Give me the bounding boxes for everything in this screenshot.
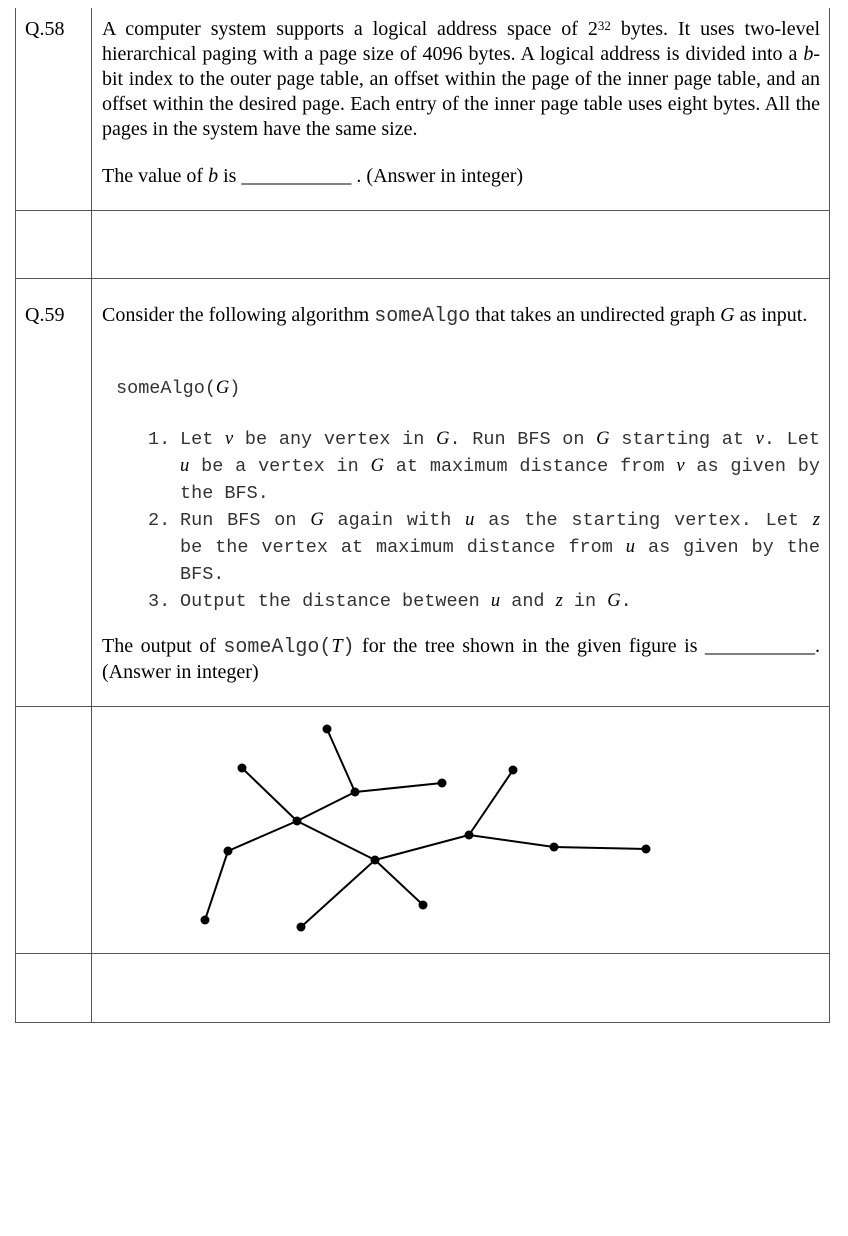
tree-edge [327, 729, 355, 792]
tree-edge [375, 860, 423, 905]
tree-vertex [509, 766, 518, 775]
tree-vertex [371, 856, 380, 865]
question-prompt: The output of someAlgo(T) for the tree shown in the given figure is ___________. (Answer in integer) [102, 635, 821, 683]
tree-edge [469, 835, 554, 847]
algorithm-signature: someAlgo(G) [116, 378, 241, 399]
algorithm-step: 2. Run BFS on G again with u as the starting vertex. Let z be the vertex at maximum distance from u as given by the BFS. [148, 510, 820, 585]
tree-vertex [297, 923, 306, 932]
tree-edge [205, 851, 228, 920]
tree-edge [242, 768, 297, 821]
tree-vertex [238, 764, 247, 773]
tree-edge [375, 835, 469, 860]
tree-vertex [550, 843, 559, 852]
tree-edge [469, 770, 513, 835]
tree-vertex [224, 847, 233, 856]
tree-edge [297, 821, 375, 860]
algorithm-step: 1. Let v be any vertex in G. Run BFS on G starting at v. Let u be a vertex in G at maximum distance from v as given by the BFS. [148, 429, 820, 504]
tree-vertex [293, 817, 302, 826]
tree-edge [301, 860, 375, 927]
tree-vertex [438, 779, 447, 788]
tree-edge [228, 821, 297, 851]
question-stem: A computer system supports a logical address space of $2^{32}$ bytes. It uses two-level hierarchical paging with a page size of 4096 bytes. A logical address is divided into a b-bit index to the outer page table, an offset within the page of the inner page table, and an offset within the desired page. Each entry of the inner page table uses eight bytes. All the pages in the system have the same size. [102, 18, 821, 140]
tree-vertex [419, 901, 428, 910]
question-number: Q.58 [25, 18, 65, 40]
tree-edge [554, 847, 646, 849]
tree-vertex [642, 845, 651, 854]
tree-vertex [201, 916, 210, 925]
tree-vertex [323, 725, 332, 734]
question-number: Q.59 [25, 304, 65, 326]
tree-edge [355, 783, 442, 792]
question-prompt: The value of b is ___________ . (Answer in integer) [102, 165, 524, 187]
tree-vertex [351, 788, 360, 797]
tree-vertex [465, 831, 474, 840]
tree-edge [297, 792, 355, 821]
algorithm-step: 3. Output the distance between u and z in G. [148, 591, 632, 612]
question-stem: Consider the following algorithm someAlgo that takes an undirected graph G as input. [102, 304, 808, 328]
